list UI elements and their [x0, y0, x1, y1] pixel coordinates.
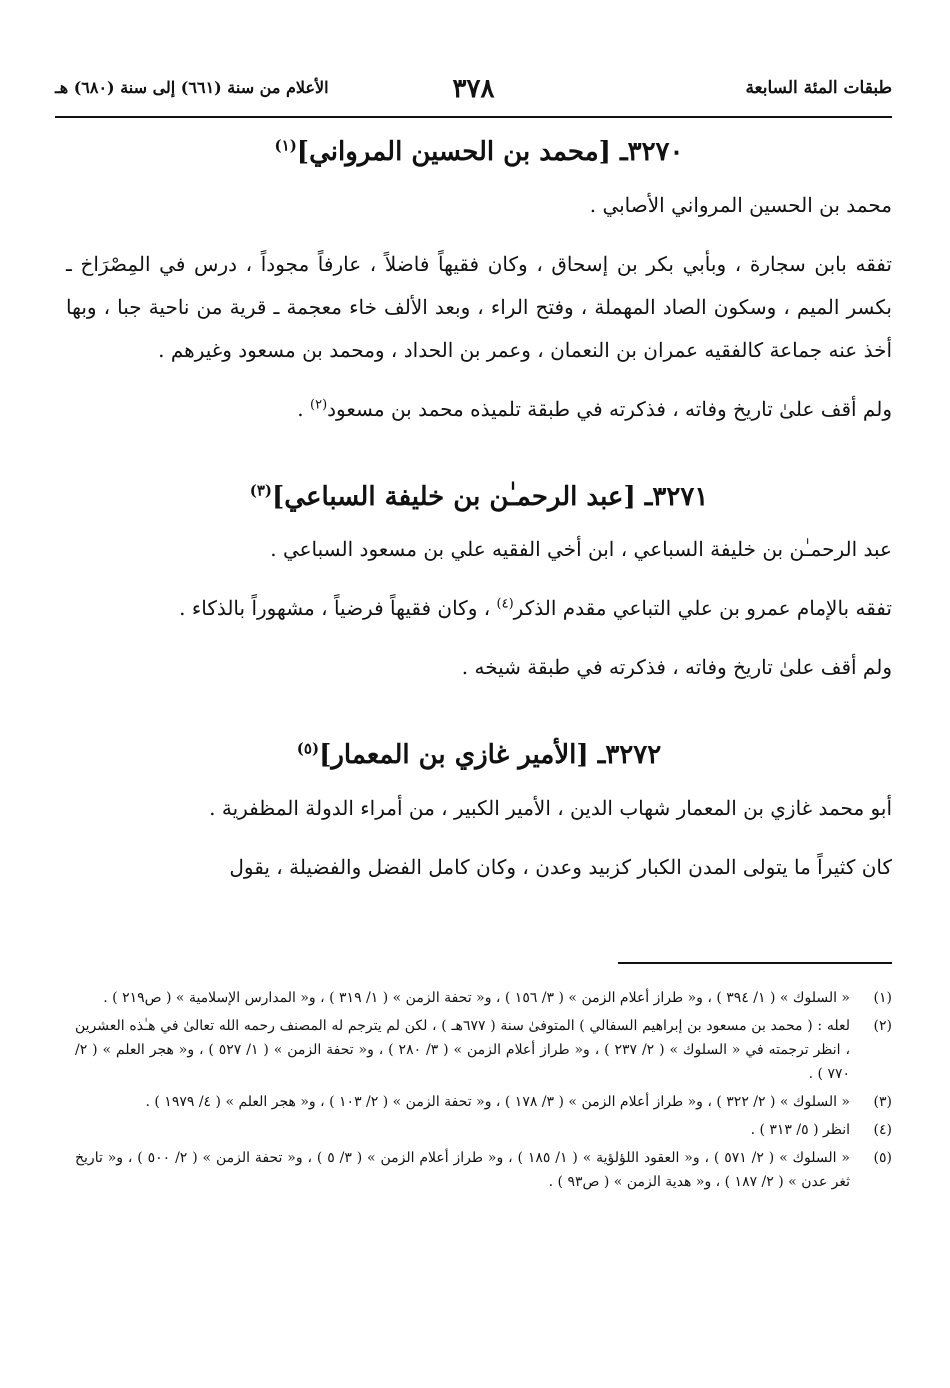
footnote-number: (٥)	[873, 1150, 892, 1166]
footnote-ref: (٢)	[310, 396, 328, 412]
footnote	[75, 1118, 892, 1142]
running-header	[55, 74, 892, 114]
entry-paragraph: أبو محمد غازي بن المعمار شهاب الدين ، الأمير الكبير ، من أمراء الدولة المظفرية .	[209, 795, 892, 820]
paragraph-text: ولم أقف علىٰ تاريخ وفاته ، فذكرته في طبقة تلميذه محمد بن مسعود	[327, 396, 892, 421]
entry-title-text: ٣٢٧٢ـ [الأمير غازي بن المعمار]	[319, 740, 662, 771]
footnote-ref: (٥)	[296, 739, 320, 758]
footnote-number: (١)	[873, 990, 892, 1006]
footnote	[75, 986, 892, 1010]
footnote-text: لعله : ( محمد بن مسعود بن إبراهيم السفالي ) المتوفىٰ سنة ( ٦٧٧هـ ) ، لكن لم يترجم له المصنف رحمه الله تعالىٰ في هـٰذه العشرين ، انظر ترجمته في « السلوك » ( ٢/ ٢٣٧ ) ، و« طراز أعلام الزمن » ( ٣/ ٢٨٠ ) ، و« تحفة الزمن » ( ١/ ٥٢٧ ) ، و« هجر العلم » ( ٢/ ٧٧٠ ) .	[75, 1018, 850, 1082]
paragraph-text: تفقه بالإمام عمرو بن علي التباعي مقدم الذكر	[513, 596, 892, 621]
header-range-title: الأعلام من سنة (٦٦١) إلى سنة (٦٨٠) هـ	[55, 78, 329, 97]
footnote-ref: (٣)	[249, 480, 272, 499]
entry-title-text: ٣٢٧٠ـ [محمد بن الحسين المرواني]	[296, 137, 684, 167]
header-rule	[55, 116, 892, 118]
entry-title	[66, 735, 892, 777]
entry-paragraph: عبد الرحمـٰن بن خليفة السباعي ، ابن أخي الفقيه علي بن مسعود السباعي .	[270, 537, 892, 562]
header-section-title: طبقات المئة السابعة	[745, 78, 892, 98]
entry-paragraph	[66, 388, 892, 431]
paragraph-text: ، وكان فقيهاً فرضياً ، مشهوراً بالذكاء .	[179, 596, 497, 621]
entry-paragraph: ولم أقف علىٰ تاريخ وفاته ، فذكرته في طبقة شيخه .	[461, 655, 892, 680]
footnote-rule	[618, 962, 892, 964]
paragraph-text: .	[297, 396, 310, 421]
footnote-number: (٤)	[873, 1122, 892, 1138]
footnote-text: « السلوك » ( ٢/ ٣٢٢ ) ، و« طراز أعلام الزمن » ( ٣/ ١٧٨ ) ، و« تحفة الزمن » ( ٢/ ١٠٣ ) ، و« هجر العلم » ( ٤/ ١٩٧٩ ) .	[145, 1094, 850, 1110]
main-text	[66, 124, 892, 889]
entry-title	[66, 477, 892, 519]
page-number: ٣٧٨	[452, 74, 495, 104]
footnote-text: « السلوك » ( ٢/ ٥٧١ ) ، و« العقود اللؤلؤية » ( ١/ ١٨٥ ) ، و« طراز أعلام الزمن » ( ٣/ ٥ ) ، و« تحفة الزمن » ( ٢/ ٥٠٠ ) ، و« تاريخ ثغر عدن » ( ٢/ ١٨٧ ) ، و« هدية الزمن » ( ص٩٣ ) .	[75, 1150, 850, 1190]
footnotes	[75, 986, 892, 1198]
entry-paragraph: كان كثيراً ما يتولى المدن الكبار كزبيد وعدن ، وكان كامل الفضل والفضيلة ، يقول	[229, 854, 892, 879]
footnote-text: انظر ( ٥/ ٣١٣ ) .	[750, 1122, 850, 1138]
entry-title-text: ٣٢٧١ـ [عبد الرحمـٰن بن خليفة السباعي]	[271, 481, 709, 512]
entry-paragraph: محمد بن الحسين المرواني الأصابي .	[589, 192, 892, 217]
footnote-number: (٢)	[873, 1018, 892, 1034]
entry-title	[66, 132, 892, 174]
footnote	[75, 1014, 892, 1086]
footnote-ref: (١)	[274, 136, 297, 155]
entry-paragraph: تفقه بابن سجارة ، وبأبي بكر بن إسحاق ، وكان فقيهاً فاضلاً ، عارفاً مجوداً ، درس في المِصْرَاخ ـ بكسر الميم ، وسكون الصاد المهملة ، وفتح الراء ، وبعد الألف خاء معجمة ـ قرية من ناحية جبا ، وبها أخذ عنه جماعة كالفقيه عمران بن النعمان ، وعمر بن الحداد ، ومحمد بن مسعود وغيرهم .	[66, 251, 892, 362]
footnote-text: « السلوك » ( ١/ ٣٩٤ ) ، و« طراز أعلام الزمن » ( ٣/ ١٥٦ ) ، و« تحفة الزمن » ( ١/ ٣١٩ ) ، و« المدارس الإسلامية » ( ص٢١٩ ) .	[103, 990, 850, 1006]
footnote-number: (٣)	[873, 1094, 892, 1110]
entry-paragraph	[66, 587, 892, 630]
footnote-ref: (٤)	[496, 596, 514, 612]
footnote	[75, 1090, 892, 1114]
footnote	[75, 1146, 892, 1194]
